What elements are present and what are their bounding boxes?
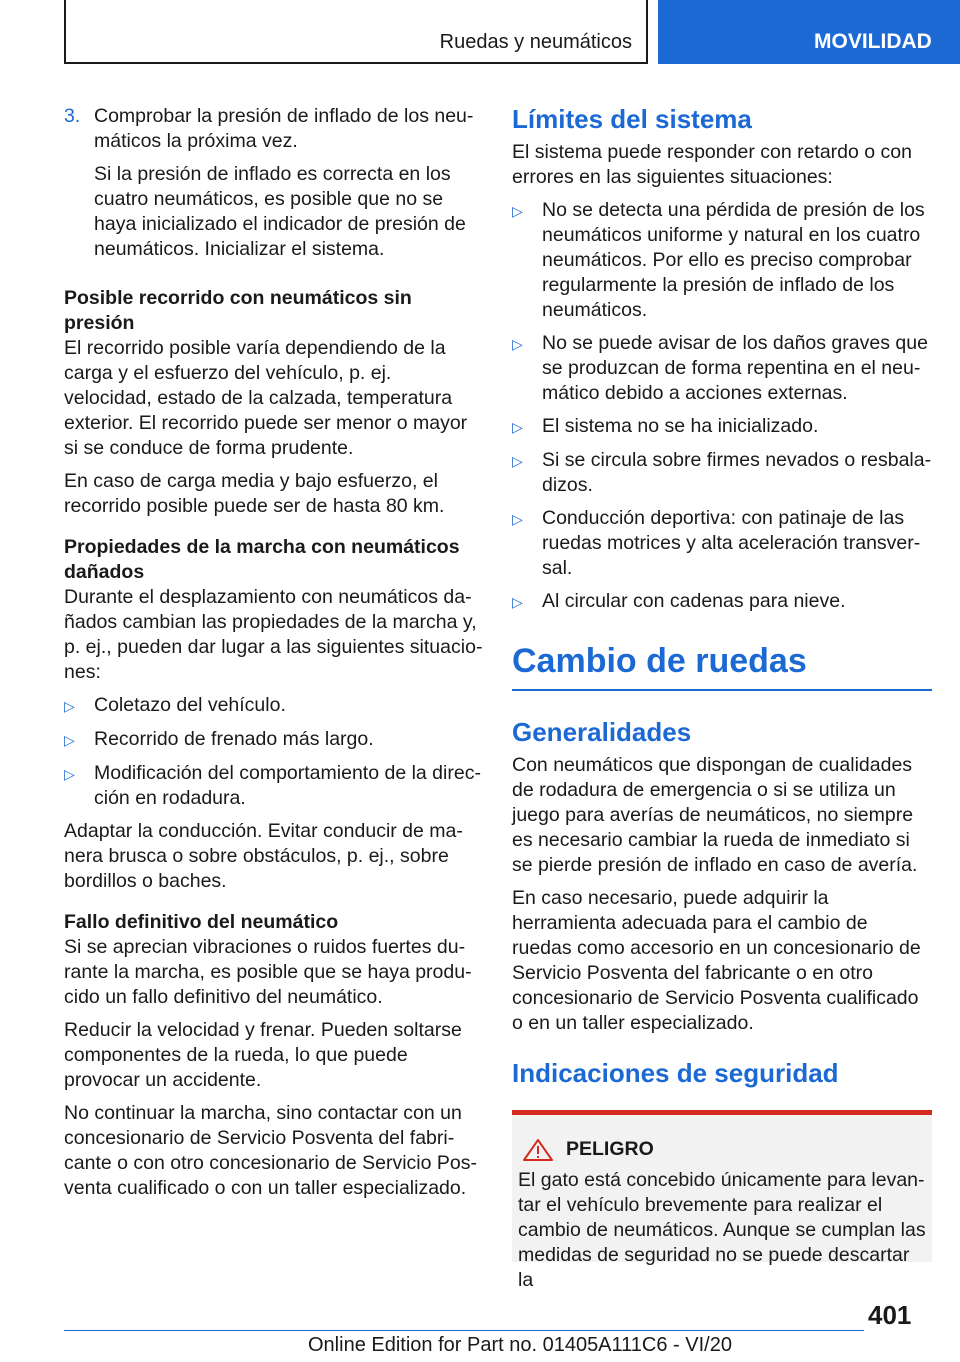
warning-text: El gato está concebido únicamente para levantar el vehículo brevemente para realizar el cambio de neumáticos. Aunque se cumplan las medidas de seguridad no se puede descartar la: [518, 1169, 926, 1291]
list-item: ▷ Si se circula sobre firmes nevados o resbaladizos.: [512, 449, 932, 496]
footer-edition: Online Edition for Part no. 01405A111C6 - VI/20: [308, 1334, 732, 1356]
page-number: 401: [868, 1300, 912, 1330]
bullet-list: [64, 693, 484, 811]
section-title: Ruedas y neumáticos: [439, 31, 632, 53]
paragraph: En caso necesario, puede adquirir la herramienta adecuada para el cambio de ruedas como accesorio en un concesionario de Servicio Posventa del fabricante o en otro concesionario de Servicio Posventa cualificado o en un taller especializado.: [512, 887, 921, 1034]
triangle-bullet-icon: ▷: [512, 336, 523, 352]
step-text: Comprobar la presión de inflado de los neumáticos la próxima vez.: [94, 105, 474, 152]
paragraph: Reducir la velocidad y frenar. Pueden soltarse componentes de la rueda, lo que puede provocar un accidente.: [64, 1019, 462, 1091]
heading-general: Generalidades: [512, 717, 692, 747]
step-note: Si la presión de inflado es correcta en los cuatro neumáticos, es posible que no se haya inicializado el indicador de presión de neumáticos. Inicializar el sistema.: [94, 163, 466, 260]
triangle-bullet-icon: ▷: [64, 698, 75, 714]
heading-system-limits: Límites del sistema: [512, 104, 752, 134]
triangle-bullet-icon: ▷: [512, 594, 523, 610]
left-column: [64, 104, 484, 1209]
heading-wheel-change: Cambio de ruedas: [512, 641, 932, 691]
subheading-driving-properties: Propiedades de la marcha con neumáticos dañados: [64, 536, 460, 583]
triangle-bullet-icon: ▷: [512, 203, 523, 219]
list-item: ▷ No se puede avisar de los daños graves que se produzcan de forma repentina en el neumático debido a acciones externas.: [512, 332, 928, 404]
step-number: 3.: [64, 105, 81, 127]
paragraph: Adaptar la conducción. Evitar conducir de manera brusca o sobre obstáculos, p. ej., sobre bordillos o baches.: [64, 820, 463, 892]
header-frame: [64, 0, 648, 64]
list-item: ▷ Conducción deportiva: con patinaje de las ruedas motrices y alta aceleración transversal.: [512, 507, 921, 579]
paragraph: No continuar la marcha, sino contactar con un concesionario de Servicio Posventa del fabricante o con otro concesionario de Servicio Posventa cualificado o con un taller especializado.: [64, 1102, 477, 1199]
subheading-tire-failure: Fallo definitivo del neumático: [64, 911, 339, 933]
list-item: ▷ Recorrido de frenado más largo.: [64, 727, 484, 753]
paragraph: El sistema puede responder con retardo o con errores en las siguientes situaciones:: [512, 141, 912, 188]
subheading-range: Posible recorrido con neumáticos sin presión: [64, 287, 412, 334]
warning-box: [512, 1110, 932, 1291]
warning-triangle-icon: [522, 1139, 554, 1161]
step-item: [64, 104, 484, 270]
paragraph: Durante el desplazamiento con neumáticos dañados cambian las propiedades de la marcha y, p. ej., pueden dar lugar a las siguientes situaciones:: [64, 586, 483, 683]
triangle-bullet-icon: ▷: [512, 453, 523, 469]
paragraph: En caso de carga media y bajo esfuerzo, el recorrido posible puede ser de hasta 80 km.: [64, 470, 445, 517]
triangle-bullet-icon: ▷: [64, 732, 75, 748]
paragraph: Si se aprecian vibraciones o ruidos fuertes durante la marcha, es posible que se haya producido un fallo definitivo del neumático.: [64, 936, 472, 1008]
chapter-tab[interactable]: MOVILIDAD: [658, 0, 960, 64]
list-item: ▷ Modificación del comportamiento de la dirección en rodadura.: [64, 762, 481, 809]
triangle-bullet-icon: ▷: [512, 511, 523, 527]
triangle-bullet-icon: ▷: [64, 766, 75, 782]
heading-safety: Indicaciones de seguridad: [512, 1058, 839, 1088]
right-column: [512, 104, 932, 1291]
list-item: ▷ No se detecta una pérdida de presión de los neumáticos uniforme y natural en los cuatro neumáticos. Por ello es preciso comprobar regularmente la presión de inflado de los neumáticos.: [512, 199, 925, 321]
paragraph: El recorrido posible varía dependiendo de la carga y el esfuerzo del vehículo, p. ej. velocidad, estado de la calzada, temperatura exterior. El recorrido puede ser menor o mayor si se conduce de forma prudente.: [64, 337, 468, 459]
list-item: ▷ El sistema no se ha inicializado.: [512, 414, 932, 440]
footer-divider: [64, 1330, 864, 1331]
warning-header: [518, 1137, 926, 1162]
list-item: ▷ Coletazo del vehículo.: [64, 693, 484, 719]
bullet-list: [512, 198, 932, 615]
list-item: ▷ Al circular con cadenas para nieve.: [512, 589, 932, 615]
warning-label: PELIGRO: [566, 1138, 654, 1160]
paragraph: Con neumáticos que dispongan de cualidades de rodadura de emergencia o si se utiliza un juego para averías de neumáticos, no siempre es necesario cambiar la rueda de inmediato si se pierde presión de inflado en caso de avería.: [512, 754, 918, 876]
triangle-bullet-icon: ▷: [512, 419, 523, 435]
